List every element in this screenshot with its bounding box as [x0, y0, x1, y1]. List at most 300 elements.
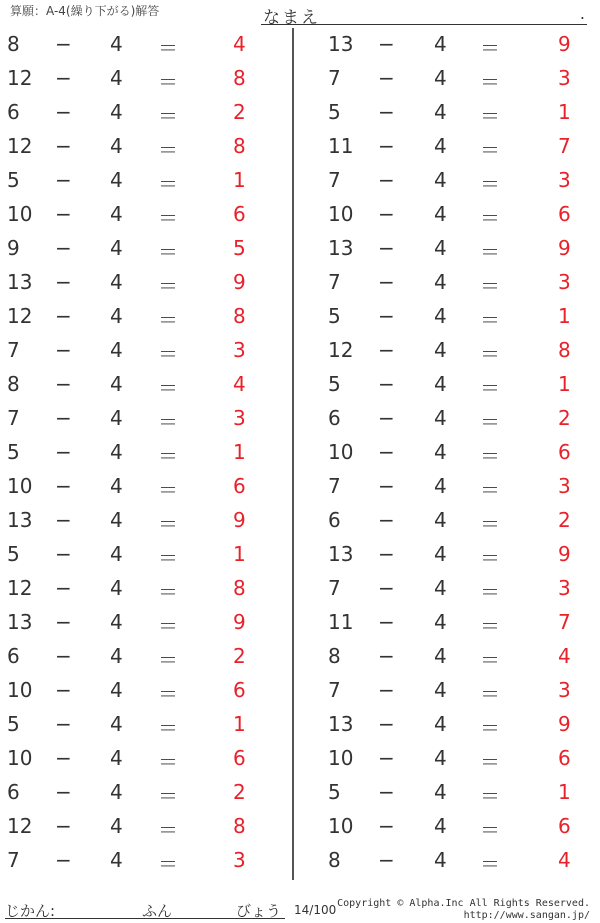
- answer: 6: [233, 678, 246, 702]
- equals-sign: ＝: [480, 342, 500, 366]
- minus-sign: −: [55, 712, 72, 736]
- equals-sign: ＝: [158, 784, 178, 808]
- answer: 6: [233, 202, 246, 226]
- answer: 9: [558, 236, 571, 260]
- subtrahend: 4: [434, 134, 447, 158]
- minus-sign: −: [55, 168, 72, 192]
- subtrahend: 4: [110, 440, 123, 464]
- answer: 1: [233, 168, 246, 192]
- left-problem-column: [0, 28, 280, 878]
- minus-sign: −: [55, 202, 72, 226]
- minuend: 10: [7, 678, 33, 702]
- equals-sign: ＝: [480, 614, 500, 638]
- equals-sign: ＝: [480, 546, 500, 570]
- subtrahend: 4: [110, 236, 123, 260]
- answer: 1: [558, 100, 571, 124]
- subtrahend: 4: [110, 780, 123, 804]
- minuend: 6: [7, 100, 20, 124]
- subtrahend: 4: [110, 202, 123, 226]
- name-field: [261, 4, 587, 28]
- site-url: http://www.sangan.jp/: [463, 910, 590, 921]
- problem-row: [0, 164, 280, 198]
- subtrahend: 4: [434, 406, 447, 430]
- minus-sign: −: [55, 576, 72, 600]
- minus-sign: −: [55, 814, 72, 838]
- seconds-label: びょう: [236, 902, 282, 920]
- minus-sign: −: [378, 542, 395, 566]
- answer: 8: [233, 304, 246, 328]
- minus-sign: −: [378, 168, 395, 192]
- minuend: 7: [328, 678, 341, 702]
- problem-row: [320, 844, 600, 878]
- minuend: 10: [7, 474, 33, 498]
- equals-sign: ＝: [480, 70, 500, 94]
- equals-sign: ＝: [158, 308, 178, 332]
- problem-row: [0, 96, 280, 130]
- minuend: 7: [328, 576, 341, 600]
- minus-sign: −: [378, 134, 395, 158]
- minuend: 5: [7, 712, 20, 736]
- minuend: 6: [328, 406, 341, 430]
- minuend: 5: [7, 542, 20, 566]
- minus-sign: −: [55, 134, 72, 158]
- subtrahend: 4: [110, 576, 123, 600]
- subtrahend: 4: [434, 576, 447, 600]
- minuend: 6: [328, 508, 341, 532]
- equals-sign: ＝: [158, 852, 178, 876]
- subtrahend: 4: [110, 66, 123, 90]
- minuend: 7: [328, 474, 341, 498]
- problem-row: [320, 28, 600, 62]
- answer: 5: [233, 236, 246, 260]
- equals-sign: ＝: [158, 410, 178, 434]
- equals-sign: ＝: [158, 750, 178, 774]
- equals-sign: ＝: [480, 478, 500, 502]
- answer: 7: [558, 134, 571, 158]
- equals-sign: ＝: [480, 274, 500, 298]
- subtrahend: 4: [110, 610, 123, 634]
- answer: 8: [233, 814, 246, 838]
- problem-row: [320, 504, 600, 538]
- problem-row: [320, 640, 600, 674]
- equals-sign: ＝: [158, 172, 178, 196]
- problem-row: [320, 538, 600, 572]
- equals-sign: ＝: [480, 682, 500, 706]
- equals-sign: ＝: [480, 172, 500, 196]
- problem-row: [320, 164, 600, 198]
- equals-sign: ＝: [158, 240, 178, 264]
- problem-row: [320, 266, 600, 300]
- minutes-label: ふん: [142, 902, 173, 920]
- problem-row: [0, 572, 280, 606]
- minuend: 12: [7, 304, 33, 328]
- minuend: 5: [328, 372, 341, 396]
- equals-sign: ＝: [158, 444, 178, 468]
- minus-sign: −: [55, 474, 72, 498]
- subtrahend: 4: [110, 168, 123, 192]
- answer: 2: [233, 644, 246, 668]
- answer: 3: [558, 66, 571, 90]
- subtrahend: 4: [434, 508, 447, 532]
- minus-sign: −: [55, 678, 72, 702]
- equals-sign: ＝: [158, 342, 178, 366]
- equals-sign: ＝: [480, 104, 500, 128]
- minus-sign: −: [55, 746, 72, 770]
- answer: 1: [558, 780, 571, 804]
- answer: 7: [558, 610, 571, 634]
- problem-row: [320, 810, 600, 844]
- minuend: 7: [328, 168, 341, 192]
- subtrahend: 4: [434, 236, 447, 260]
- column-divider: [292, 28, 294, 880]
- minuend: 10: [7, 202, 33, 226]
- subtrahend: 4: [110, 100, 123, 124]
- answer: 3: [233, 338, 246, 362]
- equals-sign: ＝: [480, 376, 500, 400]
- subtrahend: 4: [110, 678, 123, 702]
- problem-row: [320, 470, 600, 504]
- subtrahend: 4: [110, 406, 123, 430]
- subtrahend: 4: [434, 304, 447, 328]
- time-field: [5, 900, 285, 919]
- problem-row: [0, 742, 280, 776]
- equals-sign: ＝: [480, 206, 500, 230]
- equals-sign: ＝: [158, 138, 178, 162]
- minuend: 7: [7, 338, 20, 362]
- answer: 9: [233, 610, 246, 634]
- minus-sign: −: [55, 440, 72, 464]
- problem-row: [0, 402, 280, 436]
- equals-sign: ＝: [480, 818, 500, 842]
- answer: 9: [558, 542, 571, 566]
- answer: 2: [558, 508, 571, 532]
- minuend: 13: [328, 542, 354, 566]
- subtrahend: 4: [110, 814, 123, 838]
- minuend: 8: [328, 644, 341, 668]
- minuend: 12: [328, 338, 354, 362]
- answer: 6: [558, 814, 571, 838]
- minuend: 8: [7, 32, 20, 56]
- minus-sign: −: [55, 32, 72, 56]
- answer: 1: [558, 372, 571, 396]
- equals-sign: ＝: [158, 206, 178, 230]
- minuend: 10: [328, 746, 354, 770]
- minuend: 5: [7, 168, 20, 192]
- problem-row: [0, 130, 280, 164]
- problem-row: [0, 334, 280, 368]
- minus-sign: −: [55, 100, 72, 124]
- answer: 3: [558, 474, 571, 498]
- minus-sign: −: [378, 32, 395, 56]
- problem-row: [320, 708, 600, 742]
- problem-row: [0, 28, 280, 62]
- problem-row: [0, 436, 280, 470]
- minus-sign: −: [55, 644, 72, 668]
- equals-sign: ＝: [480, 784, 500, 808]
- subtrahend: 4: [110, 508, 123, 532]
- minus-sign: −: [55, 610, 72, 634]
- problem-row: [320, 334, 600, 368]
- subtrahend: 4: [434, 780, 447, 804]
- minus-sign: −: [378, 236, 395, 260]
- minuend: 5: [328, 100, 341, 124]
- problem-row: [0, 62, 280, 96]
- equals-sign: ＝: [158, 104, 178, 128]
- minuend: 8: [7, 372, 20, 396]
- subtrahend: 4: [110, 372, 123, 396]
- minuend: 13: [328, 712, 354, 736]
- answer: 4: [558, 848, 571, 872]
- problem-row: [0, 606, 280, 640]
- minuend: 10: [7, 746, 33, 770]
- problem-row: [0, 810, 280, 844]
- problem-row: [0, 844, 280, 878]
- minuend: 9: [7, 236, 20, 260]
- equals-sign: ＝: [158, 376, 178, 400]
- minuend: 13: [7, 610, 33, 634]
- answer: 2: [233, 780, 246, 804]
- subtrahend: 4: [110, 270, 123, 294]
- minuend: 6: [7, 780, 20, 804]
- equals-sign: ＝: [158, 614, 178, 638]
- minuend: 6: [7, 644, 20, 668]
- problem-row: [320, 606, 600, 640]
- subtrahend: 4: [110, 542, 123, 566]
- equals-sign: ＝: [480, 240, 500, 264]
- subtrahend: 4: [434, 474, 447, 498]
- minus-sign: −: [378, 100, 395, 124]
- problem-row: [320, 198, 600, 232]
- minuend: 11: [328, 610, 354, 634]
- problem-row: [0, 368, 280, 402]
- problem-row: [0, 470, 280, 504]
- equals-sign: ＝: [480, 512, 500, 536]
- minuend: 12: [7, 134, 33, 158]
- subtrahend: 4: [434, 372, 447, 396]
- page-score: 14/100: [294, 903, 337, 917]
- minus-sign: −: [378, 780, 395, 804]
- problem-row: [320, 402, 600, 436]
- answer: 6: [558, 746, 571, 770]
- subtrahend: 4: [434, 814, 447, 838]
- subtrahend: 4: [110, 644, 123, 668]
- answer: 4: [558, 644, 571, 668]
- minus-sign: −: [55, 270, 72, 294]
- minus-sign: −: [378, 508, 395, 532]
- minus-sign: −: [55, 372, 72, 396]
- equals-sign: ＝: [480, 138, 500, 162]
- name-label: なまえ: [263, 8, 320, 28]
- equals-sign: ＝: [158, 478, 178, 502]
- answer: 4: [233, 372, 246, 396]
- problem-row: [320, 436, 600, 470]
- answer: 1: [233, 440, 246, 464]
- problem-row: [0, 708, 280, 742]
- subtrahend: 4: [434, 678, 447, 702]
- minus-sign: −: [378, 406, 395, 430]
- minuend: 7: [328, 270, 341, 294]
- problem-row: [0, 232, 280, 266]
- answer: 9: [558, 32, 571, 56]
- minus-sign: −: [55, 542, 72, 566]
- minuend: 10: [328, 814, 354, 838]
- subtrahend: 4: [110, 134, 123, 158]
- minuend: 12: [7, 814, 33, 838]
- answer: 3: [558, 576, 571, 600]
- minus-sign: −: [55, 304, 72, 328]
- subtrahend: 4: [110, 848, 123, 872]
- subtrahend: 4: [110, 746, 123, 770]
- copyright-text: Copyright © Alpha.Inc All Rights Reserved.: [337, 898, 590, 909]
- minus-sign: −: [378, 678, 395, 702]
- answer: 4: [233, 32, 246, 56]
- problem-row: [320, 368, 600, 402]
- problem-row: [0, 198, 280, 232]
- problem-row: [0, 776, 280, 810]
- equals-sign: ＝: [158, 36, 178, 60]
- answer: 3: [558, 678, 571, 702]
- answer: 3: [558, 270, 571, 294]
- minus-sign: −: [378, 66, 395, 90]
- equals-sign: ＝: [480, 36, 500, 60]
- subtrahend: 4: [434, 338, 447, 362]
- answer: 9: [233, 508, 246, 532]
- minuend: 7: [7, 406, 20, 430]
- subtrahend: 4: [434, 644, 447, 668]
- minuend: 5: [328, 304, 341, 328]
- subtrahend: 4: [434, 542, 447, 566]
- minus-sign: −: [55, 338, 72, 362]
- subtrahend: 4: [434, 848, 447, 872]
- problem-row: [320, 674, 600, 708]
- problem-row: [0, 538, 280, 572]
- answer: 9: [233, 270, 246, 294]
- time-label: じかん:: [5, 902, 56, 920]
- answer: 1: [233, 542, 246, 566]
- answer: 6: [558, 202, 571, 226]
- minus-sign: −: [378, 644, 395, 668]
- equals-sign: ＝: [480, 580, 500, 604]
- minuend: 7: [7, 848, 20, 872]
- equals-sign: ＝: [158, 70, 178, 94]
- answer: 6: [233, 746, 246, 770]
- subtrahend: 4: [110, 32, 123, 56]
- problem-row: [320, 572, 600, 606]
- subtrahend: 4: [110, 712, 123, 736]
- subtrahend: 4: [434, 712, 447, 736]
- problem-row: [0, 504, 280, 538]
- minuend: 11: [328, 134, 354, 158]
- name-dot: .: [579, 4, 585, 23]
- problem-row: [320, 742, 600, 776]
- minus-sign: −: [378, 338, 395, 362]
- subtrahend: 4: [434, 168, 447, 192]
- minus-sign: −: [378, 372, 395, 396]
- minus-sign: −: [378, 474, 395, 498]
- equals-sign: ＝: [158, 648, 178, 672]
- problem-row: [320, 776, 600, 810]
- minus-sign: −: [378, 202, 395, 226]
- minuend: 13: [7, 508, 33, 532]
- minuend: 12: [7, 66, 33, 90]
- minus-sign: −: [55, 780, 72, 804]
- subtrahend: 4: [434, 610, 447, 634]
- minuend: 13: [328, 236, 354, 260]
- minus-sign: −: [55, 406, 72, 430]
- subtrahend: 4: [434, 100, 447, 124]
- answer: 9: [558, 712, 571, 736]
- minuend: 10: [328, 202, 354, 226]
- equals-sign: ＝: [158, 580, 178, 604]
- problem-row: [0, 640, 280, 674]
- worksheet-title: 算願：A-4(繰り下がる)解答: [10, 4, 160, 18]
- answer: 6: [558, 440, 571, 464]
- minus-sign: −: [55, 236, 72, 260]
- minuend: 7: [328, 66, 341, 90]
- equals-sign: ＝: [480, 410, 500, 434]
- minuend: 5: [328, 780, 341, 804]
- subtrahend: 4: [434, 66, 447, 90]
- subtrahend: 4: [434, 270, 447, 294]
- equals-sign: ＝: [480, 750, 500, 774]
- minuend: 12: [7, 576, 33, 600]
- equals-sign: ＝: [480, 852, 500, 876]
- equals-sign: ＝: [158, 818, 178, 842]
- equals-sign: ＝: [480, 716, 500, 740]
- problem-row: [320, 96, 600, 130]
- problem-row: [320, 300, 600, 334]
- answer: 8: [233, 576, 246, 600]
- minus-sign: −: [378, 712, 395, 736]
- copyright-block: [337, 898, 590, 922]
- problem-row: [0, 300, 280, 334]
- equals-sign: ＝: [158, 682, 178, 706]
- answer: 8: [558, 338, 571, 362]
- answer: 8: [233, 134, 246, 158]
- subtrahend: 4: [110, 304, 123, 328]
- minus-sign: −: [55, 848, 72, 872]
- answer: 6: [233, 474, 246, 498]
- equals-sign: ＝: [158, 274, 178, 298]
- answer: 2: [558, 406, 571, 430]
- equals-sign: ＝: [158, 546, 178, 570]
- subtrahend: 4: [110, 338, 123, 362]
- minus-sign: −: [378, 814, 395, 838]
- subtrahend: 4: [434, 32, 447, 56]
- minus-sign: −: [378, 440, 395, 464]
- subtrahend: 4: [110, 474, 123, 498]
- minus-sign: −: [378, 610, 395, 634]
- minus-sign: −: [378, 848, 395, 872]
- minuend: 10: [328, 440, 354, 464]
- minuend: 5: [7, 440, 20, 464]
- equals-sign: ＝: [480, 648, 500, 672]
- problem-row: [0, 266, 280, 300]
- minus-sign: −: [55, 508, 72, 532]
- right-problem-column: [320, 28, 600, 878]
- minus-sign: −: [378, 576, 395, 600]
- subtrahend: 4: [434, 202, 447, 226]
- answer: 8: [233, 66, 246, 90]
- minuend: 8: [328, 848, 341, 872]
- equals-sign: ＝: [158, 716, 178, 740]
- answer: 3: [233, 848, 246, 872]
- answer: 1: [233, 712, 246, 736]
- equals-sign: ＝: [480, 308, 500, 332]
- equals-sign: ＝: [158, 512, 178, 536]
- problem-row: [320, 62, 600, 96]
- minuend: 13: [7, 270, 33, 294]
